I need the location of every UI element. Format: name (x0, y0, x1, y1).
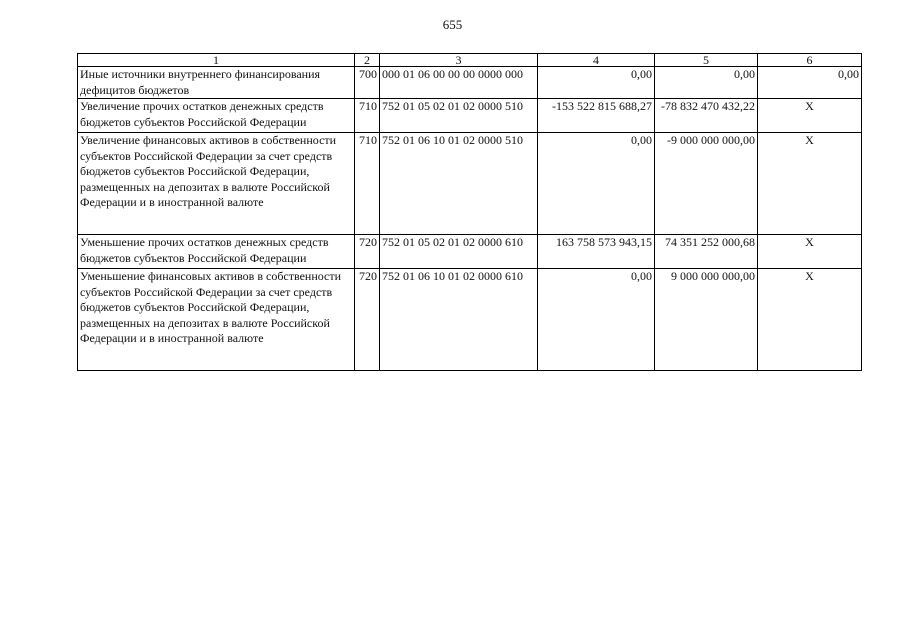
row-value-col5: -9 000 000 000,00 (655, 133, 758, 235)
row-code: 720 (355, 269, 380, 371)
row-name: Иные источники внутреннего финансирования дефицитов бюджетов (78, 67, 355, 99)
row-classifier: 752 01 06 10 01 02 0000 610 (380, 269, 538, 371)
row-value-col5: 74 351 252 000,68 (655, 235, 758, 269)
table-header-row (78, 54, 862, 67)
column-header-2: 2 (355, 54, 380, 67)
page-number: 655 (442, 17, 463, 32)
table-row (78, 99, 862, 133)
table-row (78, 133, 862, 235)
row-value-col5: 9 000 000 000,00 (655, 269, 758, 371)
row-name: Уменьшение финансовых активов в собственности субъектов Российской Федерации за счет средств бюджетов субъектов Российской Федерации, размещенных на депозитах в валюте Российской Федерации и в иностранной валюте (78, 269, 355, 371)
row-code: 700 (355, 67, 380, 99)
row-value-col4: 0,00 (538, 133, 655, 235)
row-value-col6: X (758, 269, 862, 371)
table-row (78, 235, 862, 269)
row-code: 720 (355, 235, 380, 269)
column-header-1: 1 (78, 54, 355, 67)
row-value-col4: 0,00 (538, 269, 655, 371)
row-name: Увеличение финансовых активов в собственности субъектов Российской Федерации за счет средств бюджетов субъектов Российской Федерации, размещенных на депозитах в валюте Российской Федерации и в иностранной валюте (78, 133, 355, 235)
column-header-3: 3 (380, 54, 538, 67)
row-classifier: 752 01 06 10 01 02 0000 510 (380, 133, 538, 235)
table-row (78, 67, 862, 99)
row-code: 710 (355, 133, 380, 235)
row-value-col4: -153 522 815 688,27 (538, 99, 655, 133)
row-name: Уменьшение прочих остатков денежных средств бюджетов субъектов Российской Федерации (78, 235, 355, 269)
row-code: 710 (355, 99, 380, 133)
row-name: Увеличение прочих остатков денежных средств бюджетов субъектов Российской Федерации (78, 99, 355, 133)
row-value-col6: X (758, 133, 862, 235)
row-classifier: 752 01 05 02 01 02 0000 510 (380, 99, 538, 133)
column-header-4: 4 (538, 54, 655, 67)
row-value-col6: X (758, 235, 862, 269)
row-value-col5: -78 832 470 432,22 (655, 99, 758, 133)
row-value-col6: 0,00 (758, 67, 862, 99)
row-classifier: 752 01 05 02 01 02 0000 610 (380, 235, 538, 269)
row-value-col4: 163 758 573 943,15 (538, 235, 655, 269)
column-header-6: 6 (758, 54, 862, 67)
row-value-col6: X (758, 99, 862, 133)
row-value-col4: 0,00 (538, 67, 655, 99)
column-header-5: 5 (655, 54, 758, 67)
row-value-col5: 0,00 (655, 67, 758, 99)
table-row (78, 269, 862, 371)
budget-sources-table (77, 53, 862, 371)
row-classifier: 000 01 06 00 00 00 0000 000 (380, 67, 538, 99)
